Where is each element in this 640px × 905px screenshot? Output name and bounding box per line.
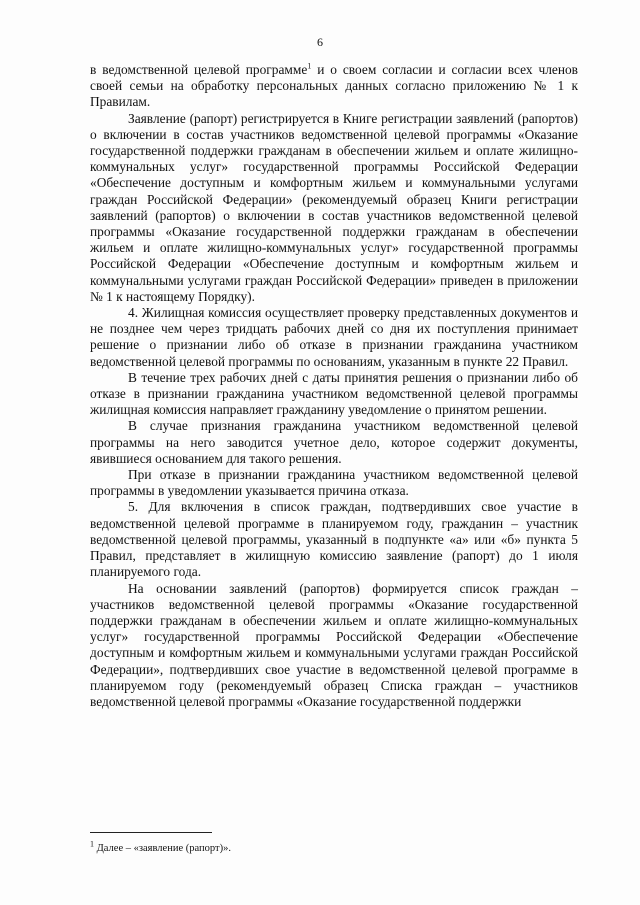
- paragraph: 4. Жилищная комиссия осуществляет проверку представленных документов и не позднее чем через тридцать рабочих дней со дня их поступления принимает решение о признании либо об отказе в признании гражданина участником ведомственной целевой программы по основаниям, указанным в пункте 22 Правил.: [90, 305, 578, 369]
- paragraph: в ведомственной целевой программе$^1$ и о своем согласии и согласии всех членов своей семьи на обработку персональных данных согласно приложению № 1 к Правилам.: [90, 61, 579, 110]
- footnote-marker: 1: [90, 839, 94, 849]
- document-body: [90, 62, 578, 710]
- footnote-divider: [90, 832, 212, 833]
- paragraph: При отказе в признании гражданина участником ведомственной целевой программы в уведомлении указывается причина отказа.: [90, 467, 578, 499]
- footnote-ref[interactable]: 1: [307, 61, 312, 71]
- paragraph: 5. Для включения в список граждан, подтвердивших свое участие в ведомственной целевой программе в планируемом году, гражданин – участник ведомственной целевой программы, указанный в подпункте «а» или «б» пункта 5 Правил, представляет в жилищную комиссию заявление (рапорт) до 1 июля планируемого года.: [90, 499, 578, 580]
- paragraph: В случае признания гражданина участником ведомственной целевой программы на него заводится учетное дело, которое содержит документы, явившиеся основанием для такого решения.: [90, 418, 578, 466]
- paragraph: На основании заявлений (рапортов) формируется список граждан – участников ведомственной целевой программы «Оказание государственной поддержки гражданам в обеспечении жильем и оплате жилищно-коммунальных услуг» государственной программы Российской Федерации «Обеспечение доступным и комфортным жильем и коммунальными услугами граждан Российской Федерации», подтвердивших свое участие в ведомственной целевой программе в планируемом году (рекомендуемый образец Списка граждан – участников ведомственной целевой программы «Оказание государственной поддержки: [90, 580, 578, 709]
- footnote-text: Далее – «заявление (рапорт)».: [94, 843, 231, 854]
- page-number: 6: [317, 35, 323, 49]
- footnote: [90, 839, 578, 855]
- paragraph: В течение трех рабочих дней с даты принятия решения о признании либо об отказе в признании гражданина участником ведомственной целевой программы жилищная комиссия направляет гражданину уведомление о принятом решении.: [90, 369, 578, 418]
- paragraph: Заявление (рапорт) регистрируется в Книге регистрации заявлений (рапортов) о включении в состав участников ведомственной целевой программы «Оказание государственной поддержки гражданам в обеспечении жильем и оплате жилищно-коммунальных услуг» государственной программы Российской Федерации «Обеспечение доступным и комфортным жильем и коммунальными услугами граждан Российской Федерации» (рекомендуемый образец Книги регистрации заявлений (рапортов) о включении в состав участников ведомственной целевой программы «Оказание государственной поддержки гражданам в обеспечении жильем и оплате жилищно-коммунальных услуг» государственной программы Российской Федерации «Обеспечение доступным и комфортным жильем и коммунальными услугами граждан Российской Федерации» приведен в приложении № 1 к настоящему Порядку).: [90, 110, 578, 304]
